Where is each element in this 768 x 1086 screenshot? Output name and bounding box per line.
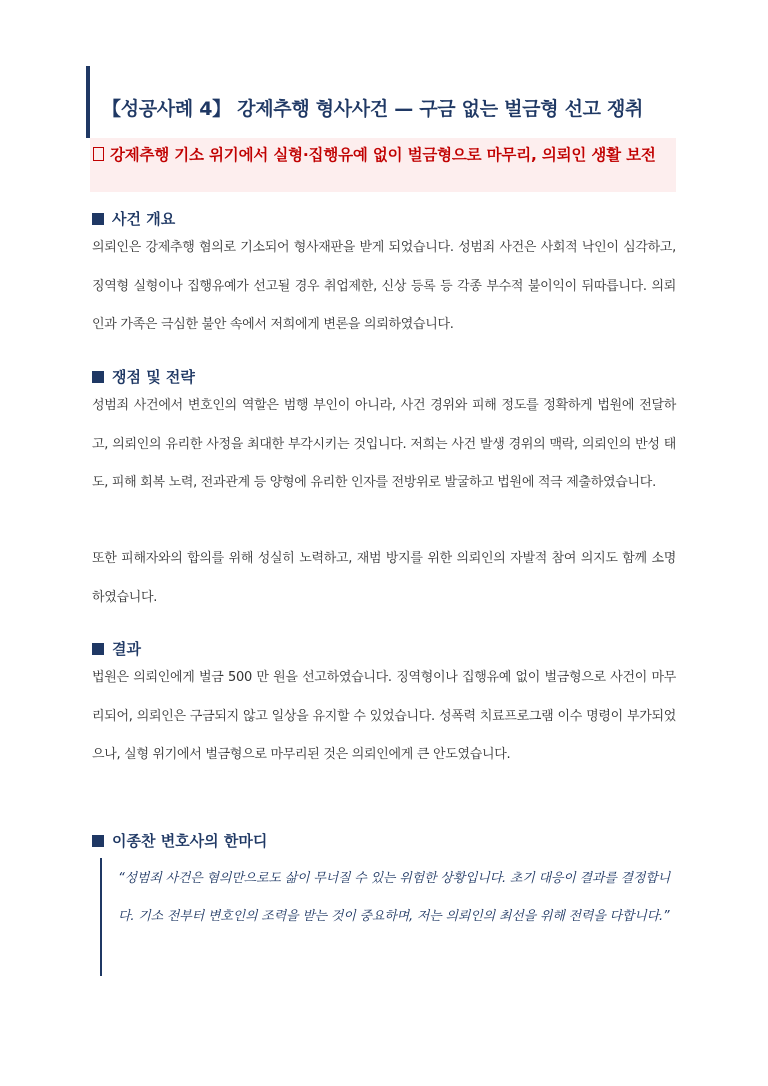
paragraph-strategy-2: 또한 피해자와의 합의를 위해 성실히 노력하고, 재범 방지를 위한 의뢰인의 자발적 참여 의지도 함께 소명하였습니다.: [92, 551, 676, 605]
square-bullet-icon: [92, 643, 104, 655]
section-heading-text: 쟁점 및 전략: [112, 368, 195, 386]
highlight-text: 강제추행 기소 위기에서 실형·집행유예 없이 벌금형으로 마무리, 의뢰인 생활 보전: [110, 146, 656, 164]
square-bullet-icon: [92, 213, 104, 225]
section-heading-overview: [92, 208, 175, 229]
section-heading-text: 이종찬 변호사의 한마디: [112, 832, 268, 850]
paragraph-overview: 의뢰인은 강제추행 혐의로 기소되어 형사재판을 받게 되었습니다. 성범죄 사건은 사회적 낙인이 심각하고, 징역형 실형이나 집행유예가 선고될 경우 취업제한, 신상 등록 등 각종 부수적 불이익이 뒤따릅니다. 의뢰인과 가족은 극심한 불안 속에서 저희에게 변론을 의뢰하였습니다.: [92, 240, 676, 332]
square-bullet-icon: [92, 371, 104, 383]
paragraph-strategy-1: 성범죄 사건에서 변호인의 역할은 범행 부인이 아니라, 사건 경위와 피해 정도를 정확하게 법원에 전달하고, 의뢰인의 유리한 사정을 최대한 부각시키는 것입니다. 저희는 사건 발생 경위의 맥락, 의뢰인의 반성 태도, 피해 회복 노력, 전과관계 등 양형에 유리한 인자를 전방위로 발굴하고 법원에 적극 제출하였습니다.: [92, 398, 676, 490]
square-bullet-icon: [92, 835, 104, 847]
checkbox-icon: [93, 147, 104, 161]
section-heading-text: 결과: [112, 640, 141, 658]
section-heading-comment: [92, 830, 267, 851]
title-block: [86, 66, 680, 138]
highlight-box: [90, 138, 676, 192]
section-heading-strategy: [92, 366, 195, 387]
section-heading-text: 사건 개요: [112, 210, 176, 228]
section-heading-result: [92, 638, 141, 659]
highlight-line: [90, 138, 676, 168]
paragraph-result: 법원은 의뢰인에게 벌금 500 만 원을 선고하였습니다. 징역형이나 집행유예 없이 벌금형으로 사건이 마무리되어, 의뢰인은 구금되지 않고 일상을 유지할 수 있었습니다. 성폭력 치료프로그램 이수 명령이 부가되었으나, 실형 위기에서 벌금형으로 마무리된 것은 의뢰인에게 큰 안도였습니다.: [92, 670, 676, 762]
lawyer-quote: “성범죄 사건은 혐의만으로도 삶이 무너질 수 있는 위험한 상황입니다. 초기 대응이 결과를 결정합니다. 기소 전부터 변호인의 조력을 받는 것이 중요하며, 저는 의뢰인의 최선을 위해 전력을 다합니다.”: [118, 871, 670, 924]
lawyer-quote-block: [100, 858, 678, 976]
page-title: 【성공사례 4】 강제추행 형사사건 — 구금 없는 벌금형 선고 쟁취: [102, 98, 644, 120]
